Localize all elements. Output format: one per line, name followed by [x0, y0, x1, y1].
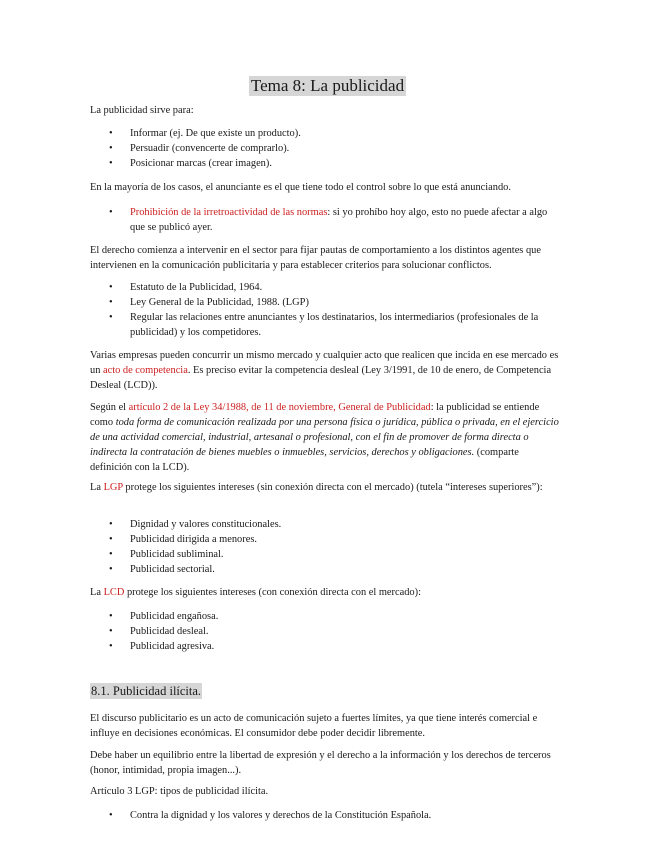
list-item: • Informar (ej. De que existe un producto). [90, 126, 560, 141]
list-lcd-intereses [90, 609, 560, 654]
paragraph-text [90, 480, 560, 495]
highlight-text: Prohibición de la irretroactividad de las normas [130, 207, 328, 218]
paragraph-articulo3 [90, 784, 560, 799]
paragraph-lcd [90, 585, 560, 600]
list-ilicita [90, 808, 560, 823]
text-span: protege los siguientes intereses (sin conexión directa con el mercado) (tutela “intereses superiores”): [122, 482, 543, 493]
highlight-text: LGP [103, 482, 123, 493]
list-item: • Contra la dignidad y los valores y derechos de la Constitución Española. [90, 808, 560, 823]
list-item: • Publicidad dirigida a menores. [90, 532, 560, 547]
section-heading: 8.1. Publicidad ilícita. [91, 684, 202, 698]
paragraph-intro: La publicidad sirve para: [90, 105, 194, 116]
paragraph-text: Debe haber un equilibrio entre la libertad de expresión y el derecho a la información y los derechos de terceros (honor, intimidad, propia imagen...). [90, 750, 551, 776]
highlight-text: acto de competencia [103, 365, 188, 376]
intro-block [90, 103, 560, 118]
list-item: • Publicidad desleal. [90, 624, 560, 639]
highlight-text: LCD [103, 587, 125, 598]
paragraph-text: Artículo 3 LGP: tipos de publicidad ilícita. [90, 786, 269, 797]
paragraph-lgp [90, 480, 560, 495]
text-span: Varias empresas pueden concurrir un mismo mercado y cualquier acto que realicen que incida en ese mercado es un [90, 350, 559, 376]
list-item: • Posicionar marcas (crear imagen). [90, 156, 560, 171]
paragraph-definicion [90, 400, 560, 475]
list-item: • Estatuto de la Publicidad, 1964. [90, 280, 560, 295]
italic-text: toda forma de comunicación realizada por una persona física o jurídica, pública o privada, en el ejercicio de una actividad comercial, industrial, artesanal o profesional, con el fin de promover de forma directa o indirecta la contratación de bienes muebles o inmuebles, servicios, derechos y obligaciones. [90, 417, 559, 458]
list-item-text: : si yo prohíbo hoy algo, esto no puede afectar a algo que se publicó ayer. [130, 207, 548, 233]
list-purposes [90, 126, 560, 171]
paragraph-competencia [90, 348, 560, 393]
list-item: • Persuadir (convencerte de comprarlo). [90, 141, 560, 156]
list-item: • Publicidad engañosa. [90, 609, 560, 624]
text-span: La [90, 587, 104, 598]
list-irretroactividad [90, 205, 560, 235]
paragraph-equilibrio [90, 748, 560, 778]
list-item: • Publicidad subliminal. [90, 547, 560, 562]
highlight-text: artículo 2 de la Ley 34/1988, de 11 de noviembre, General de Publicidad [128, 402, 431, 413]
text-span: La [90, 482, 104, 493]
paragraph-text: En la mayoría de los casos, el anunciante es el que tiene todo el control sobre lo que está anunciando. [90, 182, 511, 193]
paragraph-text: El derecho comienza a intervenir en el sector para fijar pautas de comportamiento a los distintos agentes que intervienen en la comunicación publicitaria y para establecer criterios para solucionar conflictos. [90, 245, 541, 271]
paragraph-text [90, 585, 560, 600]
list-laws [90, 280, 560, 340]
list-item: • Dignidad y valores constitucionales. [90, 517, 560, 532]
paragraph-text [90, 400, 560, 475]
paragraph-discurso [90, 711, 560, 741]
list-item: • Ley General de la Publicidad, 1988. (LGP) [90, 295, 560, 310]
paragraph-text [90, 348, 560, 393]
paragraph-text: El discurso publicitario es un acto de comunicación sujeto a fuertes límites, ya que tiene interés comercial e influye en decisiones económicas. El consumidor debe poder decidir libremente. [90, 713, 538, 739]
page-title: Tema 8: La publicidad [250, 76, 405, 95]
list-item: • Publicidad agresiva. [90, 639, 560, 654]
text-span: . Es preciso evitar la competencia desleal (Ley 3/1991, de 10 de enero, de Competencia Desleal (LCD)). [90, 365, 552, 391]
paragraph-control [90, 180, 560, 195]
title-wrap [0, 76, 655, 96]
text-span: (comparte definición con la LCD). [90, 447, 519, 473]
list-item: • Regular las relaciones entre anunciantes y los destinatarios, los intermediarios (profesionales de la publicidad) y los competidores. [90, 310, 560, 340]
list-item [90, 205, 560, 235]
list-item: • Publicidad sectorial. [90, 562, 560, 577]
text-span: : la publicidad se entiende como [90, 402, 540, 428]
list-lgp-intereses [90, 517, 560, 577]
text-span: Según el [90, 402, 129, 413]
paragraph-derecho [90, 243, 560, 273]
text-span: protege los siguientes intereses (con conexión directa con el mercado): [124, 587, 421, 598]
